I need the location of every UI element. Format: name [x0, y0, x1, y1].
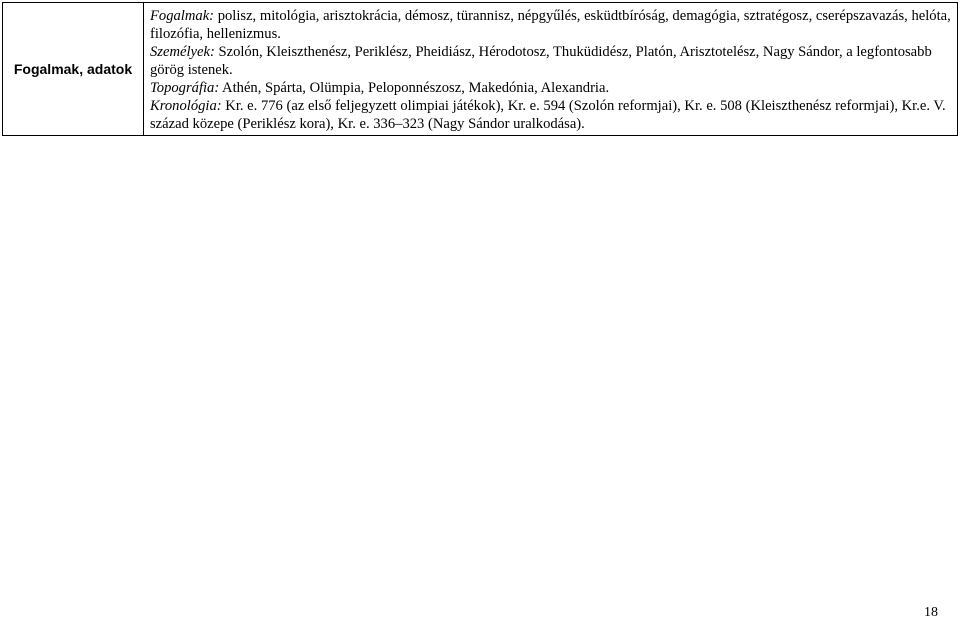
topografia-lead: Topográfia:: [150, 80, 220, 96]
szemelyek-text: Szolón, Kleiszthenész, Periklész, Pheidiász, Hérodotosz, Thuküdidész, Platón, Arisztotelész, Nagy Sándor, a legfontosabb görög istenek.: [150, 44, 932, 78]
kronologia-lead: Kronológia:: [150, 98, 222, 114]
fogalmak-paragraph: [150, 7, 951, 43]
kronologia-text: Kr. e. 776 (az első feljegyzett olimpiai játékok), Kr. e. 594 (Szolón reformjai), Kr. e. 508 (Kleiszthenész reformjai), Kr.e. V. század közepe (Periklész kora), Kr. e. 336–323 (Nagy Sándor uralkodása).: [150, 98, 946, 132]
content-cell: [144, 3, 958, 136]
content-table: [2, 2, 958, 136]
topografia-text: Athén, Spárta, Olümpia, Peloponnészosz, Makedónia, Alexandria.: [219, 80, 610, 96]
topografia-paragraph: [150, 79, 951, 97]
kronologia-paragraph: [150, 97, 951, 133]
szemelyek-paragraph: [150, 43, 951, 79]
page-number: 18: [924, 605, 938, 620]
table-row: [3, 3, 958, 136]
szemelyek-lead: Személyek:: [150, 44, 215, 60]
row-label: Fogalmak, adatok: [3, 3, 144, 136]
fogalmak-text: polisz, mitológia, arisztokrácia, démosz, türannisz, népgyűlés, esküdtbíróság, demagógia, sztratégosz, cserépszavazás, helóta, filozófia, hellenizmus.: [150, 8, 951, 42]
fogalmak-lead: Fogalmak:: [150, 8, 215, 24]
